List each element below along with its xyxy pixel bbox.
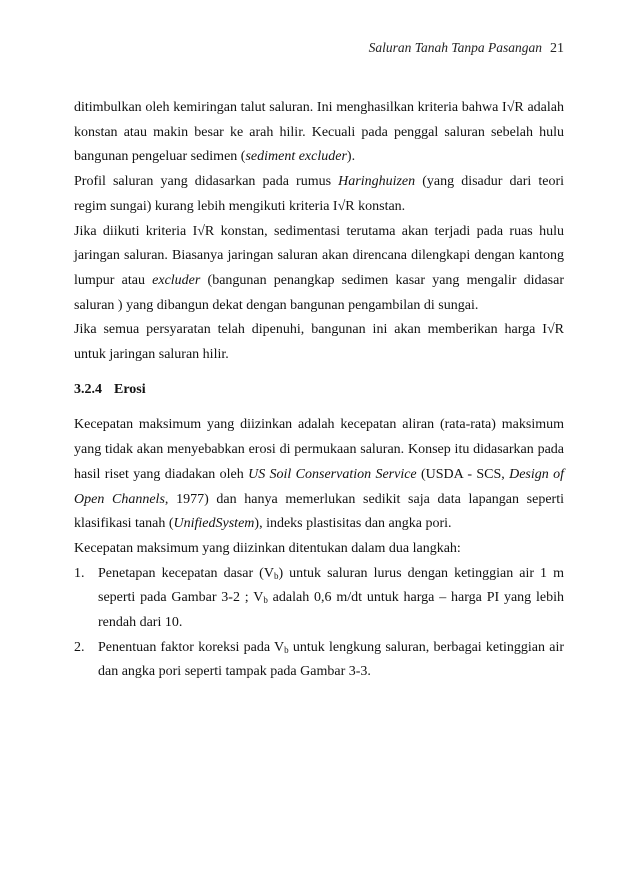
- text-run: Jika semua persyaratan telah dipenuhi, bangunan ini akan memberikan harga I√R untuk jaringan saluran hilir.: [74, 322, 564, 363]
- running-header: [369, 40, 564, 57]
- body-text: [74, 96, 564, 685]
- page-number: 21: [550, 41, 564, 56]
- paragraph-continuation: [74, 96, 564, 170]
- subscript: b: [273, 570, 279, 581]
- italic-term: excluder: [152, 272, 201, 288]
- list-number: 1.: [74, 565, 85, 581]
- text-run: adalah 0,6 m/dt untuk harga – harga PI yang lebih rendah dari 10.: [98, 590, 564, 631]
- section-number: 3.2.4: [74, 381, 102, 397]
- paragraph-dua-langkah: [74, 537, 564, 562]
- paragraph-persyaratan: [74, 318, 564, 367]
- section-title: Erosi: [114, 381, 146, 397]
- list-item: [74, 636, 564, 685]
- steps-list: [74, 562, 564, 686]
- subscript: b: [284, 644, 289, 655]
- paragraph-profil: [74, 170, 564, 219]
- text-run: Kecepatan maksimum yang diizinkan adalah kecepatan aliran (rata-rata) maksimum yang tidak akan menyebabkan erosi di permukaan saluran. Konsep itu didasarkan pada hasil riset yang diadakan oleh: [74, 417, 564, 482]
- paragraph-kecepatan-maksimum: [74, 413, 564, 537]
- text-run: (bangunan penangkap sedimen kasar yang mengalir didasar saluran ) yang dibangun dekat dengan bangunan pengambilan di sungai.: [74, 272, 564, 313]
- text-run: (USDA - SCS,: [416, 466, 510, 482]
- text-run: Profil saluran yang didasarkan pada rumus: [74, 174, 339, 190]
- subscript: b: [263, 595, 268, 606]
- text-run: Penentuan faktor koreksi pada V: [98, 639, 285, 655]
- text-run: ) untuk saluran lurus dengan ketinggian air 1 m seperti pada Gambar 3-2 ; V: [98, 565, 564, 606]
- text-run: ).: [346, 149, 356, 165]
- text-run: ), indeks plastisitas dan angka pori.: [254, 516, 452, 532]
- running-title: Saluran Tanah Tanpa Pasangan: [368, 40, 542, 55]
- paragraph-kriteria: [74, 220, 564, 319]
- italic-term: Haringhuizen: [338, 174, 416, 190]
- list-number: 2.: [74, 639, 85, 655]
- text-run: Penetapan kecepatan dasar (V: [98, 565, 274, 581]
- italic-term: UnifiedSystem: [173, 516, 255, 532]
- italic-term: Design of Open Channels: [74, 466, 564, 507]
- text-run: , 1977) dan hanya memerlukan sedikit saja data lapangan seperti klasifikasi tanah (: [74, 491, 564, 532]
- italic-term: US Soil Conservation Service: [248, 466, 417, 482]
- section-heading: [74, 378, 564, 403]
- text-run: Jika diikuti kriteria I√R konstan, sedimentasi terutama akan terjadi pada ruas hulu jaringan saluran. Biasanya jaringan saluran akan direncana dilengkapi dengan kantong lumpur atau: [74, 223, 564, 288]
- text-run: untuk lengkung saluran, berbagai ketinggian air dan angka pori seperti tampak pada Gambar 3-3.: [98, 639, 564, 680]
- text-run: (yang disadur dari teori regim sungai) kurang lebih mengikuti kriteria I√R konstan.: [74, 174, 565, 214]
- italic-term: sediment excluder: [245, 149, 347, 165]
- text-run: ditimbulkan oleh kemiringan talut saluran. Ini menghasilkan kriteria bahwa I√R adalah konstan atau makin besar ke arah hilir. Kecuali pada penggal saluran sebelah hulu bangunan pengeluar sedimen (: [74, 100, 564, 165]
- text-run: Kecepatan maksimum yang diizinkan ditentukan dalam dua langkah:: [74, 540, 461, 556]
- list-item: [74, 562, 564, 636]
